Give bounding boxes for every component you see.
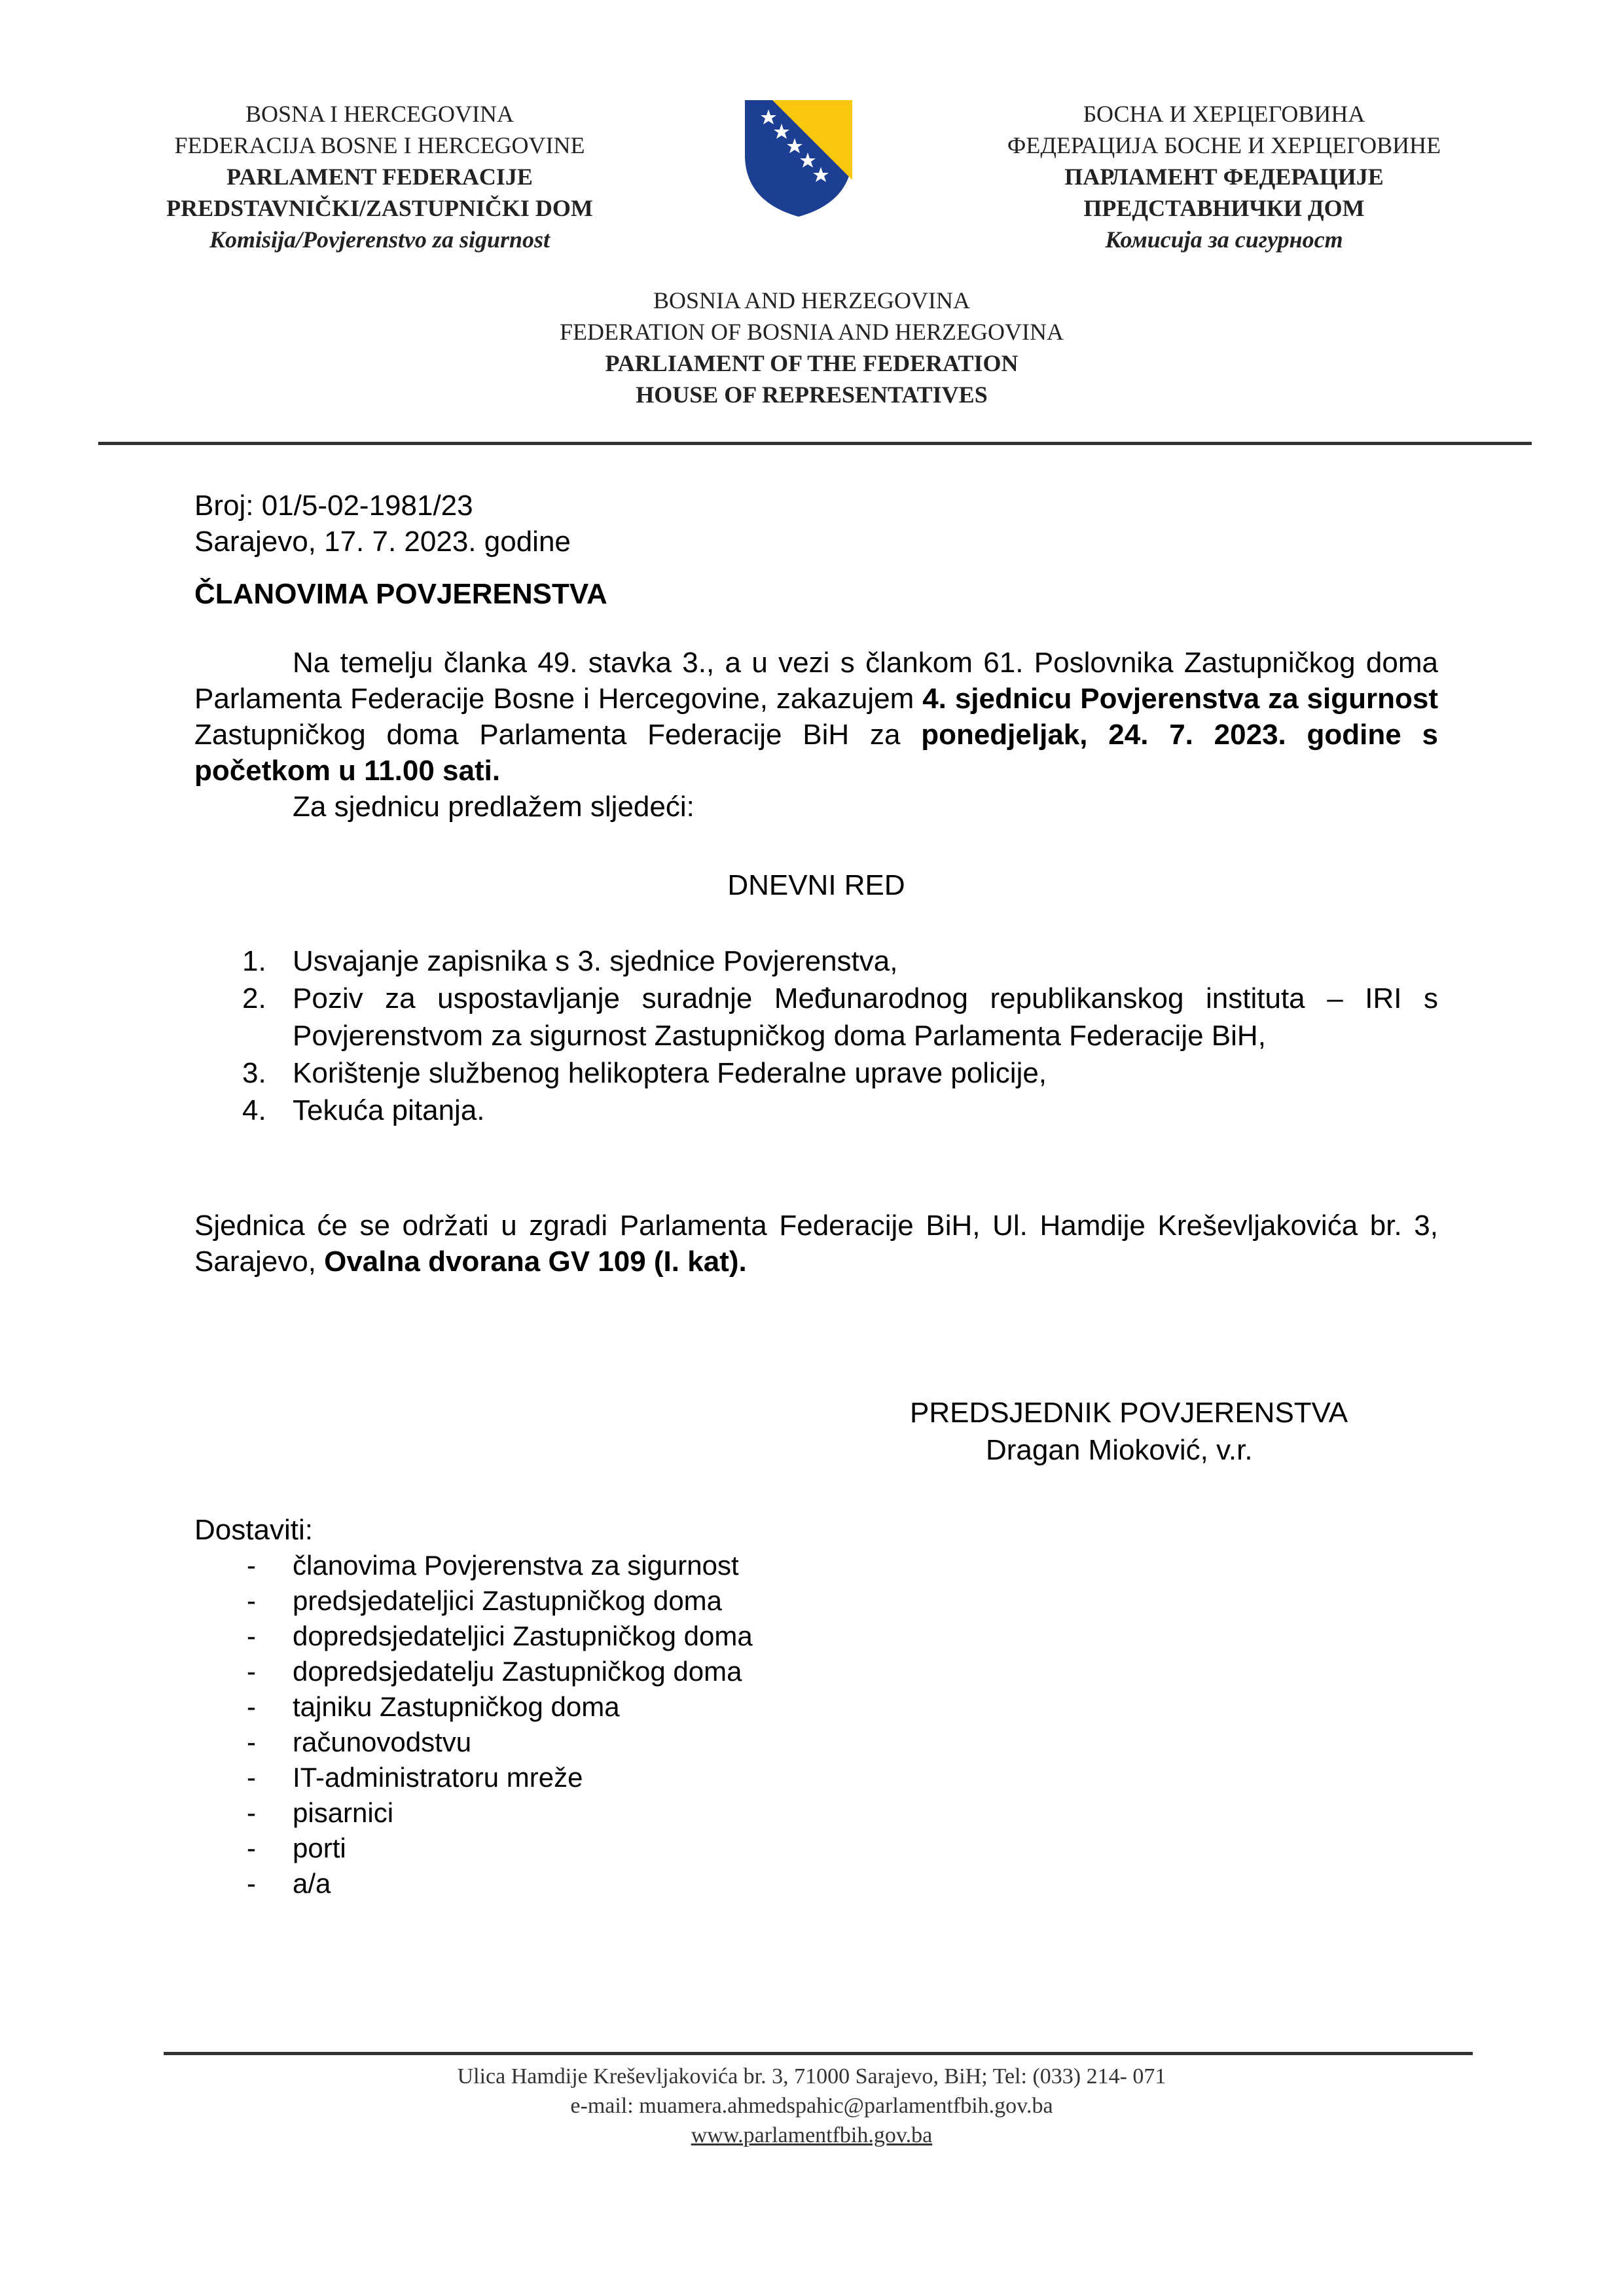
intro-text: Na temelju članka 49. stavka 3., a u vezi s člankom 61. Poslovnika Zastupničkog doma Parlamenta Federacije Bosne i Hercegovine, zakazujem (194, 647, 1438, 715)
deliver-recipient: IT-administratoru mreže (293, 1762, 583, 1793)
letterhead-cyrillic (956, 98, 1492, 255)
document-number: Broj: 01/5-02-1981/23 (194, 490, 473, 522)
agenda-item-number: 4. (242, 1094, 266, 1126)
deliver-recipient: porti (293, 1833, 346, 1863)
agenda-item-number: 2. (242, 982, 266, 1014)
list-dash: - (247, 1621, 256, 1651)
deliver-item (194, 1760, 753, 1795)
list-dash: - (247, 1691, 256, 1722)
agenda-item (194, 1054, 1438, 1092)
bih-coat-of-arms-icon (740, 95, 857, 219)
agenda-item-text: Usvajanje zapisnika s 3. sjednice Povjerenstva, (293, 945, 898, 977)
deliver-recipient: a/a (293, 1868, 331, 1899)
list-dash: - (247, 1550, 256, 1581)
header-divider (98, 442, 1532, 445)
letterhead-line: Komisija/Povjerenstvo za sigurnost (209, 226, 550, 253)
deliver-item (194, 1831, 753, 1866)
agenda-item-text: Tekuća pitanja. (293, 1094, 485, 1126)
letterhead-english (419, 285, 1204, 410)
document-place-date: Sarajevo, 17. 7. 2023. godine (194, 526, 571, 558)
letterhead-line: ФЕДЕРАЦИЈА БОСНЕ И ХЕРЦЕГОВИНЕ (1007, 132, 1441, 158)
letterhead-line: PARLAMENT FEDERACIJE (226, 164, 533, 190)
footer (321, 2062, 1303, 2150)
deliver-recipient: članovima Povjerenstva za sigurnost (293, 1550, 739, 1581)
letterhead-line: FEDERACIJA BOSNE I HERCEGOVINE (174, 132, 585, 158)
venue-text: Sjednica će se održati u zgradi Parlamenta Federacije BiH, Ul. Hamdije Kreševljakovića br. 3, Sarajevo, (194, 1210, 1438, 1278)
agenda-item-text: Poziv za uspostavljanje suradnje Međunarodnog republikanskog instituta – IRI s Povjerenstvom za sigurnost Zastupničkog doma Parlamenta Federacije BiH, (293, 982, 1438, 1052)
footer-divider (164, 2052, 1473, 2055)
intro-paragraph (194, 645, 1438, 789)
agenda-item (194, 980, 1438, 1054)
agenda-item (194, 1092, 1438, 1129)
agenda-item-text: Korištenje službenog helikoptera Federalne uprave policije, (293, 1057, 1047, 1089)
deliver-item (194, 1548, 753, 1583)
deliver-item (194, 1689, 753, 1725)
intro-session-name: 4. sjednicu Povjerenstva za sigurnost (922, 683, 1439, 715)
deliver-recipient: dopredsjedateljici Zastupničkog doma (293, 1621, 753, 1651)
intro-text: Zastupničkog doma Parlamenta Federacije BiH za (194, 719, 922, 751)
list-dash: - (247, 1868, 256, 1899)
footer-address: Ulica Hamdije Kreševljakovića br. 3, 71000 Sarajevo, BiH; Tel: (033) 214- 071 (457, 2064, 1166, 2089)
letterhead-line: ПАРЛАМЕНТ ФЕДЕРАЦИЈЕ (1064, 164, 1384, 190)
agenda-list (194, 942, 1438, 1129)
letterhead-line: ПРЕДСТАВНИЧКИ ДОМ (1083, 195, 1365, 221)
list-dash: - (247, 1656, 256, 1687)
deliver-recipient: računovodstvu (293, 1727, 472, 1757)
deliver-item (194, 1795, 753, 1831)
list-dash: - (247, 1585, 256, 1616)
letterhead-line: BOSNA I HERCEGOVINA (245, 101, 514, 127)
agenda-item-number: 3. (242, 1057, 266, 1089)
deliver-recipient: predsjedateljici Zastupničkog doma (293, 1585, 723, 1616)
footer-email[interactable]: e-mail: muamera.ahmedspahic@parlamentfbih.gov.ba (570, 2094, 1053, 2118)
list-dash: - (247, 1833, 256, 1863)
deliver-list (194, 1548, 753, 1901)
agenda-item (194, 942, 1438, 980)
deliver-item (194, 1866, 753, 1901)
deliver-item (194, 1725, 753, 1760)
signatory-name: Dragan Mioković, v.r. (986, 1434, 1253, 1466)
deliver-recipient: tajniku Zastupničkog doma (293, 1691, 620, 1722)
letterhead-line: PARLIAMENT OF THE FEDERATION (605, 350, 1019, 376)
list-dash: - (247, 1797, 256, 1828)
addressee: ČLANOVIMA POVJERENSTVA (194, 578, 607, 610)
letterhead-line: FEDERATION OF BOSNIA AND HERZEGOVINA (559, 319, 1064, 345)
agenda-title: DNEVNI RED (727, 869, 905, 901)
deliver-item (194, 1583, 753, 1619)
document-meta (194, 488, 1438, 560)
agenda-item-number: 1. (242, 945, 266, 977)
intro-session-date: ponedjeljak, 24. 7. 2023. godine s početkom u 11.00 sati. (194, 719, 1438, 787)
letterhead-line: Комисија за сигурност (1105, 226, 1343, 253)
letterhead-line: БОСНА И ХЕРЦЕГОВИНА (1083, 101, 1365, 127)
venue-room: Ovalna dvorana GV 109 (I. kat). (324, 1246, 747, 1278)
letterhead-latin (111, 98, 648, 255)
agenda-intro: Za sjednicu predlažem sljedeći: (293, 791, 695, 823)
venue-paragraph (194, 1208, 1438, 1280)
letterhead-line: HOUSE OF REPRESENTATIVES (636, 382, 988, 408)
deliver-label: Dostaviti: (194, 1514, 313, 1546)
deliver-recipient: pisarnici (293, 1797, 394, 1828)
deliver-item (194, 1619, 753, 1654)
letterhead-line: PREDSTAVNIČKI/ZASTUPNIČKI DOM (166, 195, 593, 221)
list-dash: - (247, 1727, 256, 1757)
deliver-item (194, 1654, 753, 1689)
footer-website-link[interactable]: www.parlamentfbih.gov.ba (691, 2123, 933, 2147)
letterhead-line: BOSNIA AND HERZEGOVINA (653, 287, 970, 314)
signatory-title: PREDSJEDNIK POVJERENSTVA (910, 1397, 1348, 1429)
list-dash: - (247, 1762, 256, 1793)
deliver-recipient: dopredsjedatelju Zastupničkog doma (293, 1656, 742, 1687)
